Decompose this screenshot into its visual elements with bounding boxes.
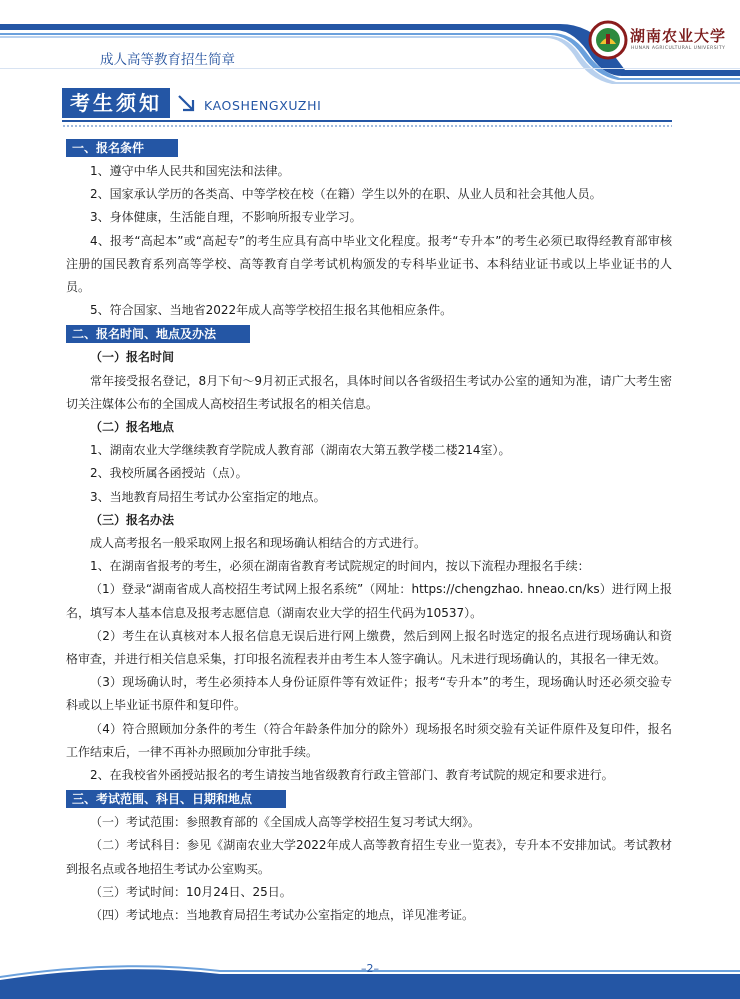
paragraph: （1）登录“湖南省成人高校招生考试网上报名系统”（网址：https://chengzhao. hneao.cn/ks）进行网上报名，填写本人基本信息及报考志愿信息（湖南农业大学的招生代码为10537）。 xyxy=(66,582,672,620)
paragraph: 1、在湖南省报考的考生，必须在湖南省教育考试院规定的时间内，按以下流程办理报名手续： xyxy=(90,559,590,574)
university-name-en: HUNAN AGRICULTURAL UNIVERSITY xyxy=(631,46,726,51)
paragraph: 1、湖南农业大学继续教育学院成人教育部（湖南农大第五教学楼二楼214室）。 xyxy=(90,443,511,458)
arrow-down-right-icon xyxy=(176,93,198,115)
paragraph: （3）现场确认时，考生必须持本人身份证原件等有效证件；报考“专升本”的考生，现场确认时还必须交验专科或以上毕业证书原件和复印件。 xyxy=(66,675,672,713)
paragraph: 成人高考报名一般采取网上报名和现场确认相结合的方式进行。 xyxy=(90,536,427,551)
page-title-en: KAOSHENGXUZHI xyxy=(204,98,322,113)
subsection-heading: （二）报名地点 xyxy=(90,420,175,435)
paragraph: 2、国家承认学历的各类高、中等学校在校（在籍）学生以外的在职、从业人员和社会其他人员。 xyxy=(90,187,602,202)
paragraph: 4、报考“高起本”或“高起专”的考生应具有高中毕业文化程度。报考“专升本”的考生必须已取得经教育部审核注册的国民教育系列高等学校、高等教育自学考试机构颁发的专科毕业证书、本科结业证书或以上毕业证书的人员。 xyxy=(66,233,672,295)
paragraph: 常年接受报名登记，8月下旬～9月初正式报名，具体时间以各省级招生考试办公室的通知为准，请广大考生密切关注媒体公布的全国成人高校招生考试报名的相关信息。 xyxy=(66,373,672,411)
paragraph: （一）考试范围：参照教育部的《全国成人高等学校招生复习考试大纲》。 xyxy=(90,815,481,830)
university-emblem-icon xyxy=(588,20,628,60)
university-name: 湖南农业大学 xyxy=(630,27,727,45)
title-divider xyxy=(62,120,672,122)
university-logo xyxy=(588,20,736,64)
subsection-heading: （一）报名时间 xyxy=(90,350,175,365)
page-number: –2– xyxy=(361,962,379,975)
paragraph: （三）考试时间：10月24日、25日。 xyxy=(90,884,292,899)
paragraph: （四）考试地点：当地教育局招生考试办公室指定的地点，详见准考证。 xyxy=(90,908,475,923)
brand-title: 成人高等教育招生简章 xyxy=(100,52,235,68)
paragraph: 3、当地教育局招生考试办公室指定的地点。 xyxy=(90,489,326,504)
paragraph: 1、遵守中华人民共和国宪法和法律。 xyxy=(90,164,290,178)
section-heading: 一、报名条件 xyxy=(66,139,178,157)
paragraph: 2、在我校省外函授站报名的考生请按当地省级教育行政主管部门、教育考试院的规定和要求进行。 xyxy=(90,768,614,783)
paragraph: 2、我校所属各函授站（点）。 xyxy=(90,466,248,481)
title-dots-divider xyxy=(62,124,672,128)
page-title: 考生须知 xyxy=(62,88,170,118)
paragraph: 5、符合国家、当地省2022年成人高等学校招生报名其他相应条件。 xyxy=(90,303,453,318)
subsection-heading: （三）报名办法 xyxy=(90,512,175,527)
notice-content xyxy=(66,136,672,927)
paragraph: （4）符合照顾加分条件的考生（符合年龄条件加分的除外）现场报名时须交验有关证件原件及复印件，报名工作结束后，一律不再补办照顾加分审批手续。 xyxy=(66,721,672,759)
paragraph: （二）考试科目：参见《湖南农业大学2022年成人高等教育招生专业一览表》，专升本不安排加试。考试教材到报名点或各地招生考试办公室购买。 xyxy=(66,838,672,876)
paragraph: （2）考生在认真核对本人报名信息无误后进行网上缴费，然后到网上报名时选定的报名点进行现场确认和资格审查，并进行相关信息采集，打印报名流程表并由考生本人签字确认。凡未进行现场确认的，其报名一律无效。 xyxy=(66,628,672,667)
paragraph: 3、身体健康，生活能自理，不影响所报专业学习。 xyxy=(90,210,362,225)
section-heading: 三、考试范围、科目、日期和地点 xyxy=(66,790,286,808)
section-heading: 二、报名时间、地点及办法 xyxy=(66,325,250,343)
